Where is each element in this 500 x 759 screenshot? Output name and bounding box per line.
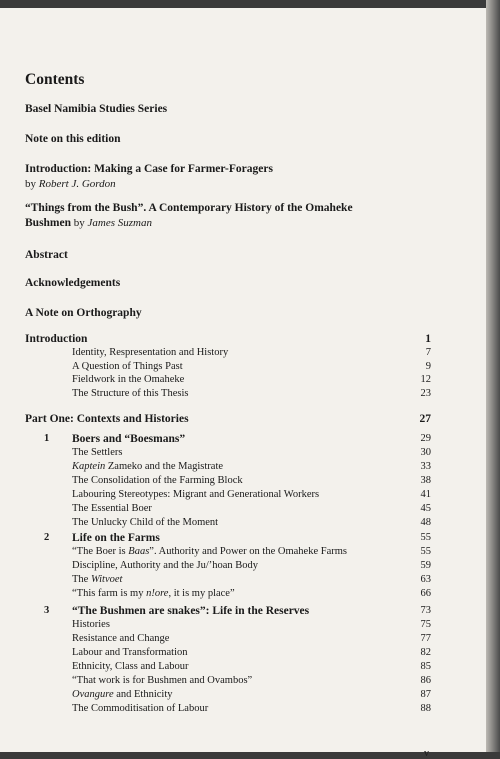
page-number: 12	[420, 374, 431, 385]
page-number: 59	[420, 560, 431, 571]
toc-entry-introduction: Introduction 1	[25, 333, 431, 345]
toc-subentry: “The Boer is Baas”. Authority and Power on the Omaheke Farms 55	[72, 546, 431, 557]
book-page	[0, 8, 486, 759]
toc-subentry: The Witvoet 63	[72, 574, 431, 585]
toc-subentry: Labouring Stereotypes: Migrant and Generational Workers 41	[72, 489, 431, 500]
toc-subentry: Ovangure and Ethnicity 87	[72, 689, 431, 700]
toc-subentry: The Commoditisation of Labour 88	[72, 703, 431, 714]
page-number: 82	[420, 647, 431, 658]
toc-subentry: “This farm is my n!ore, it is my place” 66	[72, 588, 431, 599]
entry-title-line2: Bushmen by James Suzman	[25, 217, 152, 229]
toc-chapter-3: 3 “The Bushmen are snakes”: Life in the Reserves 73	[44, 605, 431, 617]
page-number: 48	[420, 517, 431, 528]
toc-chapter-1: 1 Boers and “Boesmans” 29	[44, 433, 431, 445]
chapter-number: 1	[44, 433, 50, 444]
toc-entry-series: Basel Namibia Studies Series	[25, 103, 168, 115]
toc-subentry: Ethnicity, Class and Labour 85	[72, 661, 431, 672]
toc-subentry: The Settlers 30	[72, 447, 431, 458]
page-number: 1	[425, 333, 431, 345]
toc-subentry: The Consolidation of the Farming Block 38	[72, 475, 431, 486]
page-number: 7	[425, 347, 431, 358]
entry-title-line1: “Things from the Bush”. A Contemporary History of the Omaheke	[25, 202, 353, 214]
page-number: 63	[420, 574, 431, 585]
chapter-number: 3	[44, 605, 50, 616]
toc-entry-abstract: Abstract	[25, 249, 68, 261]
page-number: 33	[420, 461, 431, 472]
toc-subentry: Discipline, Authority and the Ju/’hoan Body 59	[72, 560, 431, 571]
entry-author: Robert J. Gordon	[38, 178, 116, 190]
contents-title: Contents	[25, 71, 85, 88]
toc-entry-note: Note on this edition	[25, 133, 121, 145]
page-number: 73	[420, 605, 431, 616]
page-number: 87	[420, 689, 431, 700]
toc-subentry: “That work is for Bushmen and Ovambos” 86	[72, 675, 431, 686]
chapter-number: 2	[44, 532, 50, 543]
page-number: 55	[420, 546, 431, 557]
page-number: 45	[420, 503, 431, 514]
toc-subentry: The Unlucky Child of the Moment 48	[72, 517, 431, 528]
toc-entry-introduction-gordon	[25, 162, 273, 192]
page-gutter-shadow	[486, 0, 500, 752]
toc-subentry: A Question of Things Past 9	[72, 361, 431, 372]
toc-subentry: Identity, Respresentation and History 7	[72, 347, 431, 358]
page-number: 9	[425, 361, 431, 372]
page-number: 75	[420, 619, 431, 630]
entry-author: James Suzman	[87, 217, 152, 229]
toc-subentry: Histories 75	[72, 619, 431, 630]
toc-chapter-2: 2 Life on the Farms 55	[44, 532, 431, 544]
toc-subentry: Fieldwork in the Omaheke 12	[72, 374, 431, 385]
page-number: 55	[420, 532, 431, 543]
toc-entry-things-from-the-bush	[25, 201, 353, 231]
page-number: 66	[420, 588, 431, 599]
toc-entry-acknowledgements: Acknowledgements	[25, 277, 121, 289]
page-number: 23	[420, 388, 431, 399]
entry-title: Introduction: Making a Case for Farmer-Foragers	[25, 163, 273, 175]
page-number: 85	[420, 661, 431, 672]
page-number: 38	[420, 475, 431, 486]
toc-subentry: The Structure of this Thesis 23	[72, 388, 431, 399]
entry-byline: by Robert J. Gordon	[25, 178, 116, 190]
page-number: 27	[419, 413, 431, 425]
page-number: 88	[420, 703, 431, 714]
page-number: 30	[420, 447, 431, 458]
toc-entry-part-one: Part One: Contexts and Histories 27	[25, 413, 431, 425]
toc-subentry: Labour and Transformation 82	[72, 647, 431, 658]
page-folio: v	[424, 748, 429, 759]
page-number: 41	[420, 489, 431, 500]
page-number: 29	[420, 433, 431, 444]
toc-subentry: Resistance and Change 77	[72, 633, 431, 644]
page-number: 86	[420, 675, 431, 686]
toc-subentry: Kaptein Zameko and the Magistrate 33	[72, 461, 431, 472]
page-number: 77	[420, 633, 431, 644]
toc-subentry: The Essential Boer 45	[72, 503, 431, 514]
toc-entry-orthography: A Note on Orthography	[25, 307, 142, 319]
